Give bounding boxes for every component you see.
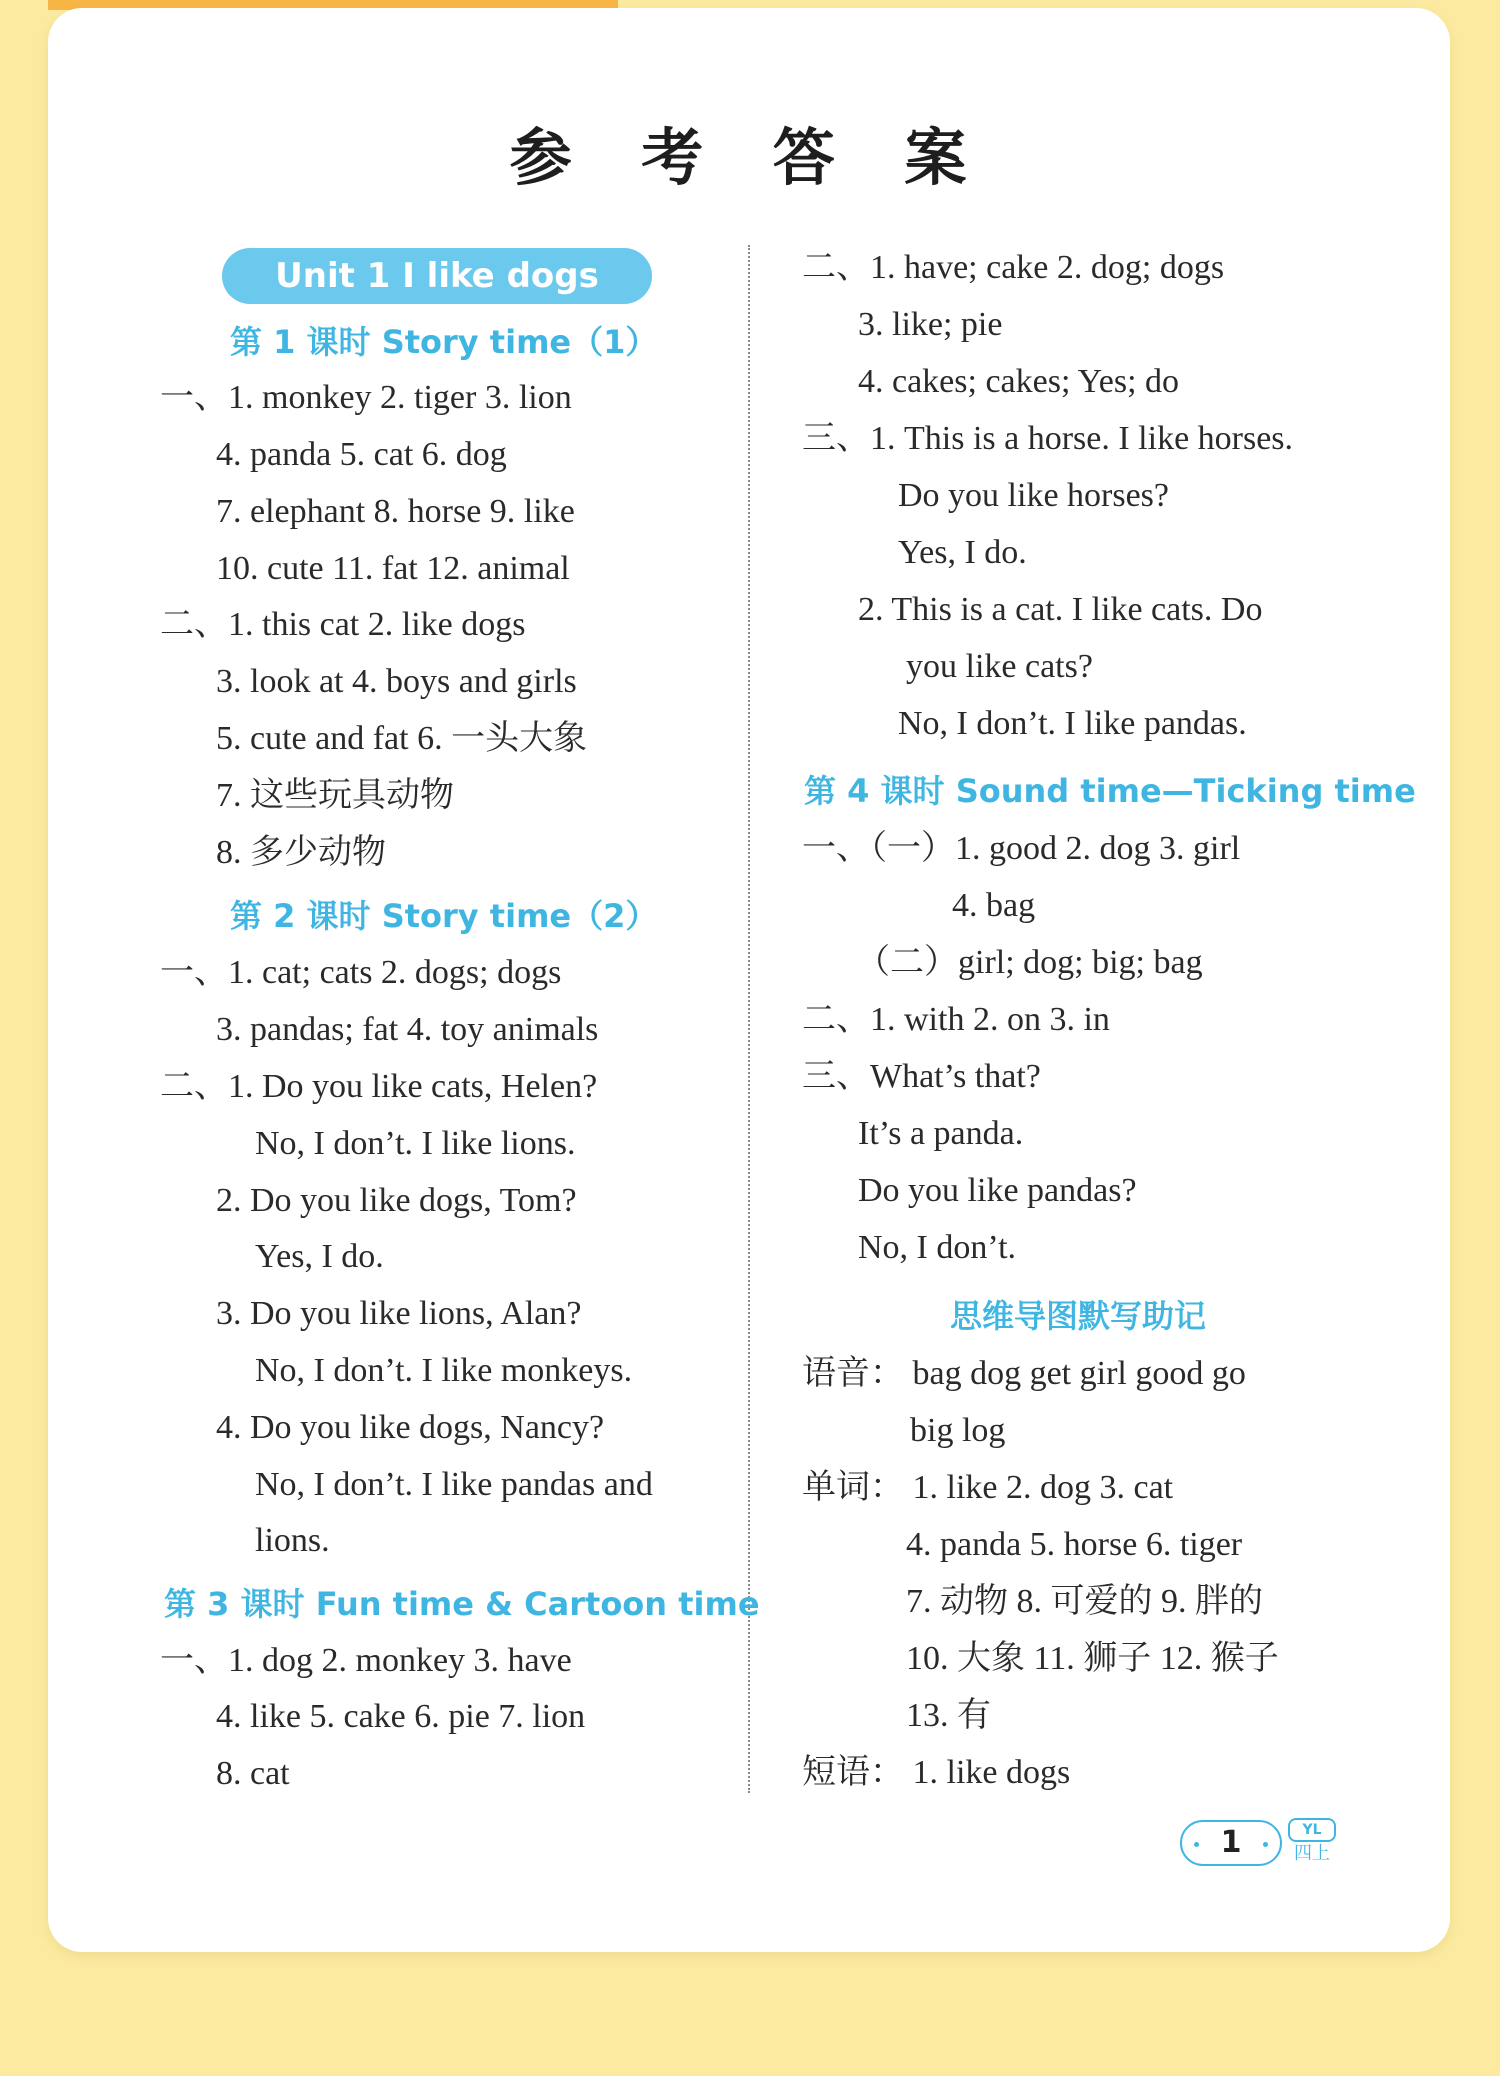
answer-line: 4. Do you like dogs, Nancy? [216,1409,605,1446]
answer-line: No, I don’t. [858,1229,1017,1266]
answer-line: 三、1. This is a horse. I like horses. [802,420,1294,457]
column-divider [748,245,750,1793]
answer-line: 8. 多少动物 [216,834,386,871]
grade-badge-top: YL [1288,1818,1336,1842]
answer-line: 3. like; pie [858,306,1003,343]
page-dot-right [1263,1842,1268,1847]
answer-line: 4. like 5. cake 6. pie 7. lion [216,1698,586,1735]
answer-line: 5. cute and fat 6. 一头大象 [216,720,588,757]
answer-line: 短语： 1. like dogs [802,1754,1071,1791]
unit-heading: Unit 1 I like dogs [222,248,652,304]
answer-line: 4. panda 5. horse 6. tiger [906,1526,1243,1563]
answer-line: 13. 有 [906,1697,991,1734]
lesson-2-heading: 第 2 课时 Story time（2） [230,897,658,935]
answer-line: 2. Do you like dogs, Tom? [216,1182,577,1219]
answer-line: 4. cakes; cakes; Yes; do [858,363,1180,400]
page-number: 1 [1220,1825,1242,1860]
answer-line: No, I don’t. I like monkeys. [255,1352,633,1389]
answer-line: It’s a panda. [858,1115,1024,1152]
page-title: 参 考 答 案 [509,121,991,194]
answer-line: Yes, I do. [898,534,1027,571]
answer-line: 三、What’s that? [802,1058,1041,1095]
answer-line: 7. elephant 8. horse 9. like [216,493,575,530]
answer-line: 10. cute 11. fat 12. animal [216,550,570,587]
answer-line: （二）girl; dog; big; bag [856,944,1203,981]
answer-line: 一、1. cat; cats 2. dogs; dogs [160,954,562,991]
page-dot-left [1194,1842,1199,1847]
answer-line: 二、1. with 2. on 3. in [802,1001,1110,1038]
page-number-badge [1180,1820,1282,1866]
answer-line: 2. This is a cat. I like cats. Do [858,591,1263,628]
answer-line: Do you like pandas? [858,1172,1137,1209]
answer-line: 语音： bag dog get girl good go [802,1355,1246,1392]
lesson-3-heading: 第 3 课时 Fun time & Cartoon time [164,1585,760,1623]
answer-line: Yes, I do. [255,1238,384,1275]
answer-line: No, I don’t. I like pandas and [255,1466,653,1503]
answer-line: you like cats? [906,648,1093,685]
answer-line: big log [910,1412,1006,1449]
answer-line: 二、1. have; cake 2. dog; dogs [802,249,1225,286]
answer-line: lions. [255,1522,330,1559]
answer-line: 二、1. this cat 2. like dogs [160,606,526,643]
answer-line: 4. panda 5. cat 6. dog [216,436,507,473]
answer-line: 一、1. monkey 2. tiger 3. lion [160,379,572,416]
answer-line: 7. 这些玩具动物 [216,777,454,814]
answer-line: 3. look at 4. boys and girls [216,663,577,700]
lesson-1-heading: 第 1 课时 Story time（1） [230,323,658,361]
answer-line: 单词： 1. like 2. dog 3. cat [802,1469,1174,1506]
answer-line: No, I don’t. I like pandas. [898,705,1247,742]
mindmap-heading: 思维导图默写助记 [949,1297,1206,1335]
answer-line: No, I don’t. I like lions. [255,1125,576,1162]
answer-line: 一、1. dog 2. monkey 3. have [160,1642,572,1679]
answer-line: 3. pandas; fat 4. toy animals [216,1011,599,1048]
answer-line: Do you like horses? [898,477,1170,514]
grade-badge-bottom: 四上 [1294,1843,1330,1864]
answer-line: 二、1. Do you like cats, Helen? [160,1068,598,1105]
answer-line: 10. 大象 11. 狮子 12. 猴子 [906,1640,1279,1677]
answer-line: 4. bag [952,887,1036,924]
lesson-4-heading: 第 4 课时 Sound time—Ticking time [804,772,1416,810]
answer-line: 3. Do you like lions, Alan? [216,1295,582,1332]
grade-badge [1288,1818,1336,1868]
answer-line: 一、（一）1. good 2. dog 3. girl [802,830,1241,867]
answer-line: 8. cat [216,1755,290,1792]
answer-line: 7. 动物 8. 可爱的 9. 胖的 [906,1583,1263,1620]
